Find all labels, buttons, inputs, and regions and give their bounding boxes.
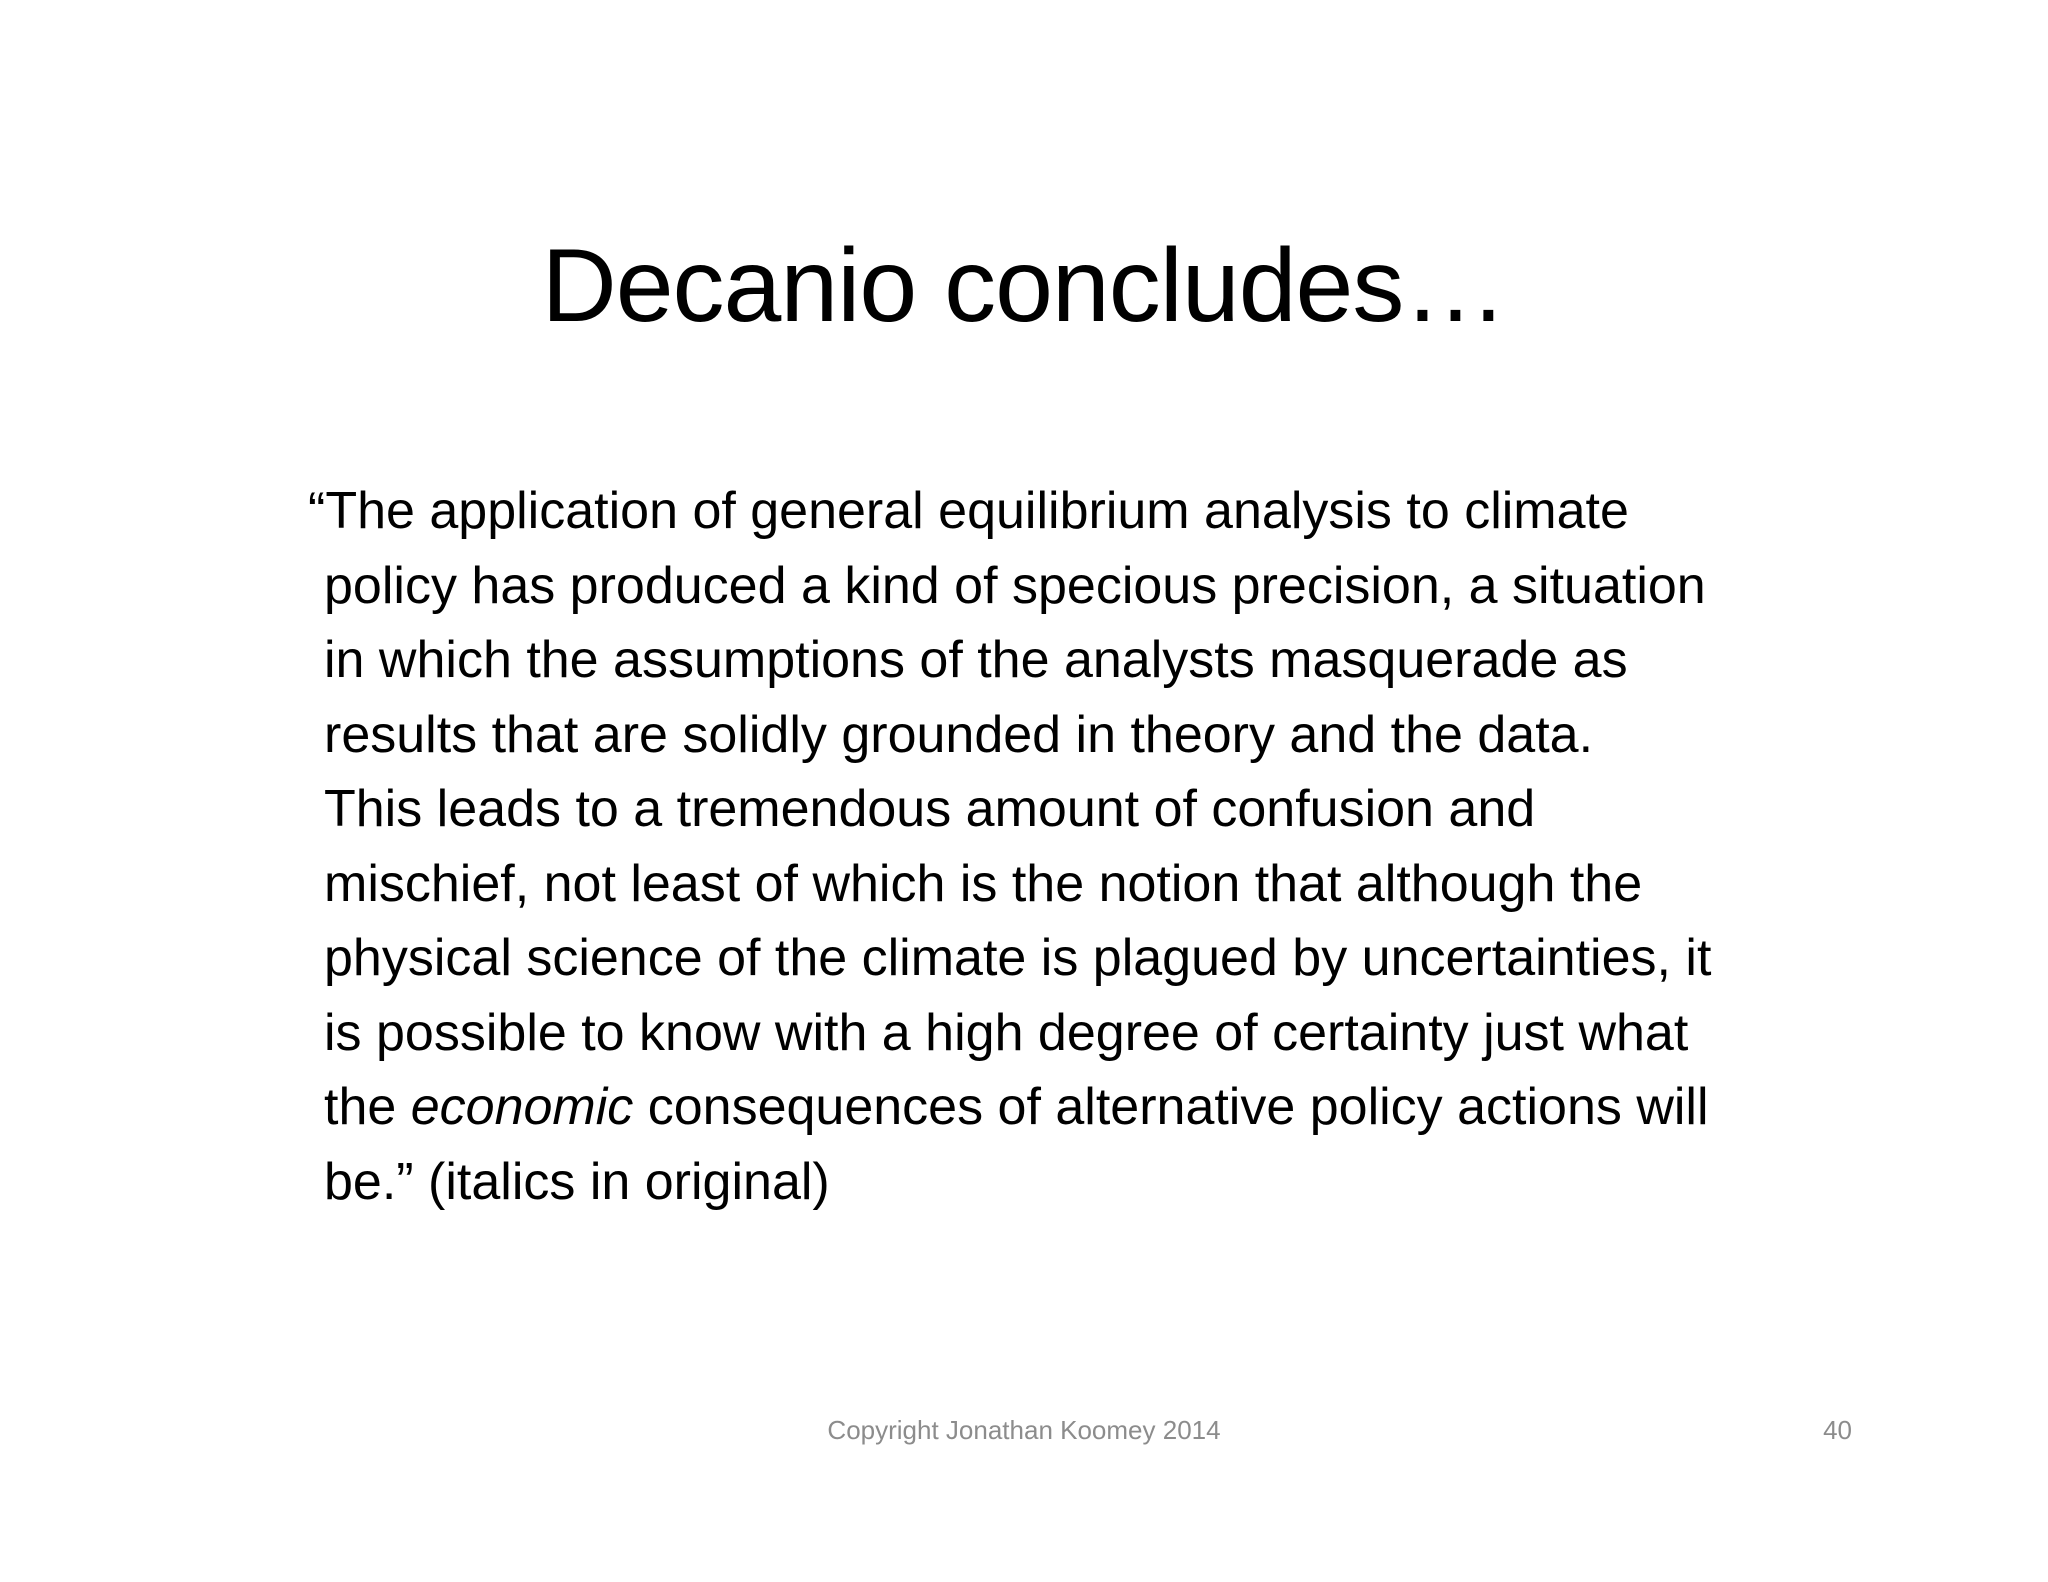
quote-line: in which the assumptions of the analysts masquerade as	[324, 631, 1628, 689]
quote-text-before-italic: the	[324, 1078, 411, 1136]
quote-text-after-italic: consequences of alternative policy actions will	[633, 1078, 1709, 1136]
slide-title: Decanio concludes…	[541, 228, 1507, 344]
quote-italic-word: economic	[410, 1078, 634, 1136]
quote-line: “The application of general equilibrium analysis to climate	[308, 482, 1629, 540]
quote-block	[308, 474, 1888, 1219]
footer-copyright: Copyright Jonathan Koomey 2014	[827, 1415, 1221, 1445]
quote-line: results that are solidly grounded in theory and the data.	[324, 705, 1594, 764]
quote-line-with-italic	[308, 1070, 1888, 1145]
page-number: 40	[1823, 1415, 1852, 1445]
quote-line: This leads to a tremendous amount of confusion and	[324, 780, 1536, 838]
quote-line: mischief, not least of which is the notion that although the	[324, 854, 1643, 913]
quote-line: policy has produced a kind of specious precision, a situation	[324, 556, 1706, 615]
quote-line: physical science of the climate is plagued by uncertainties, it	[324, 929, 1712, 987]
quote-line: is possible to know with a high degree of certainty just what	[324, 1003, 1689, 1062]
quote-line: be.” (italics in original)	[324, 1152, 830, 1211]
